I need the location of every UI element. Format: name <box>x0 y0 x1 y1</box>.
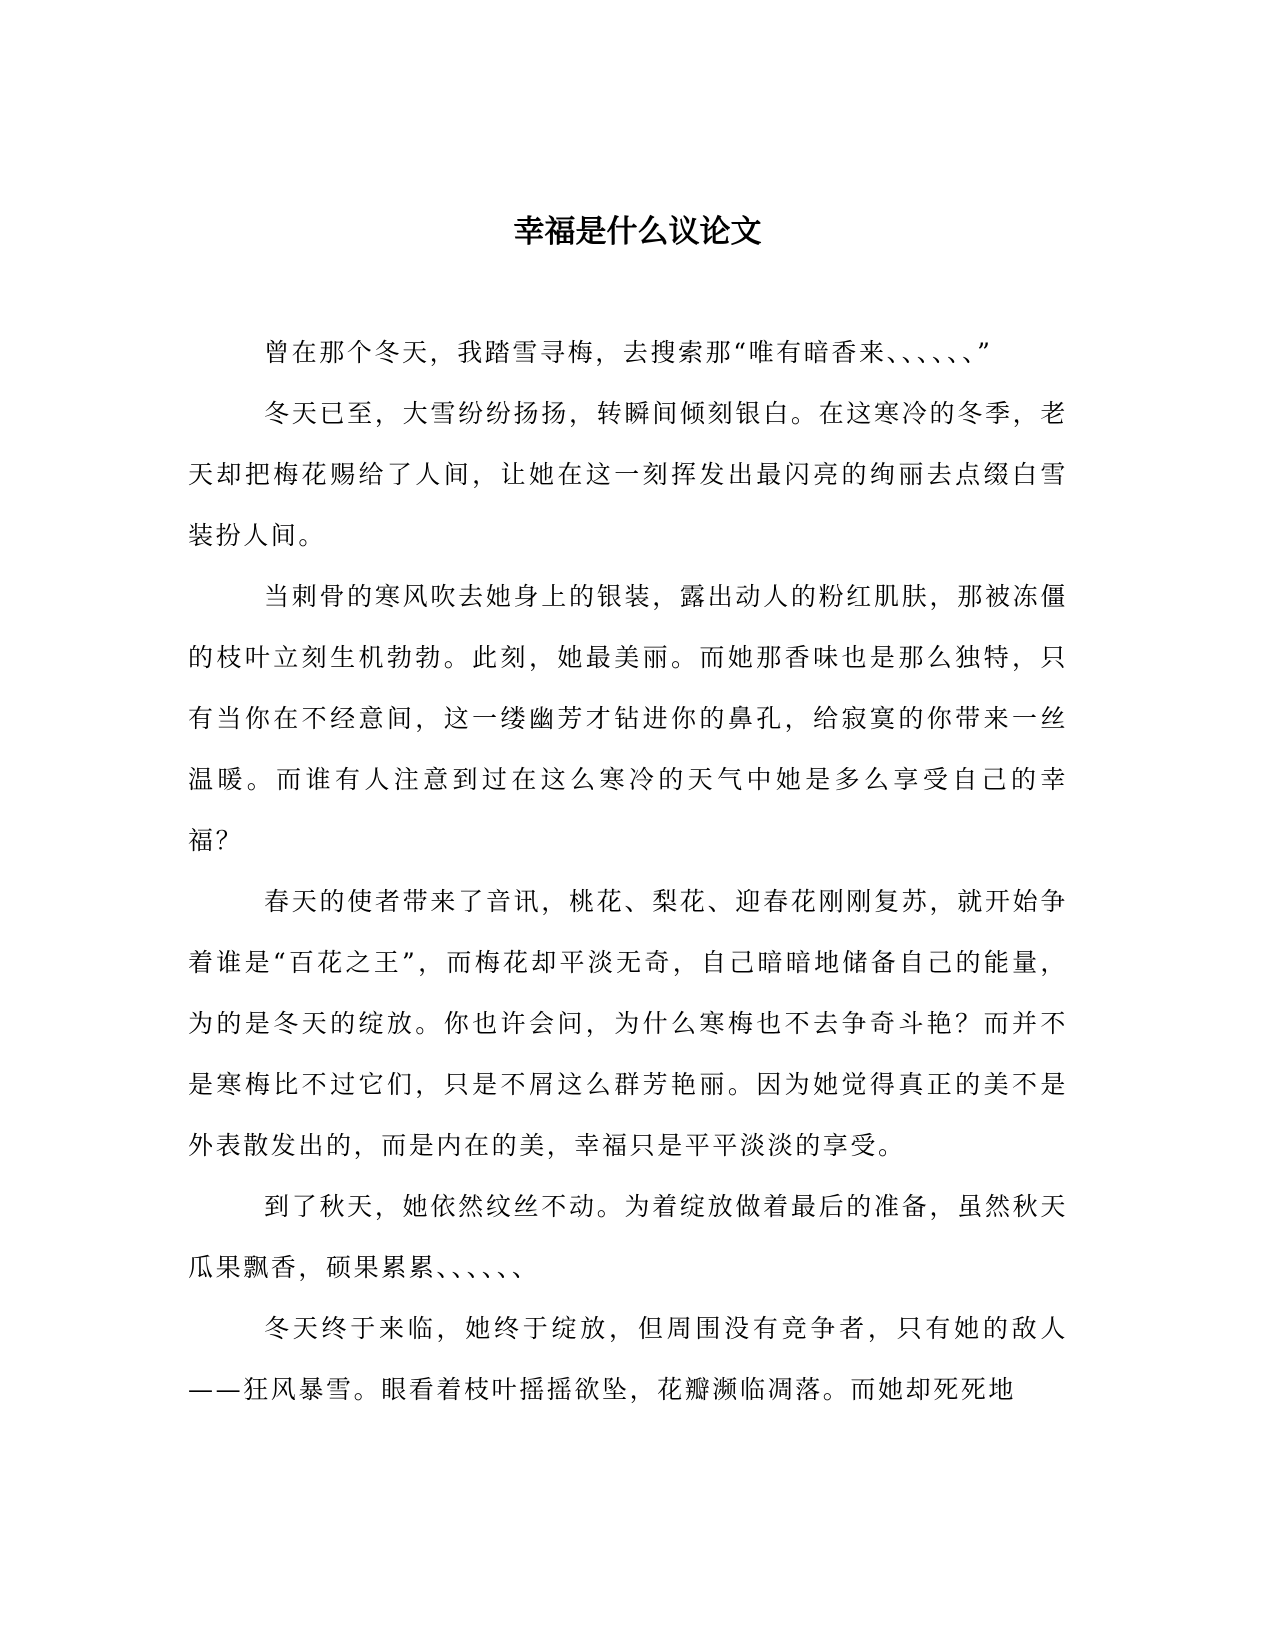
paragraph: 冬天终于来临，她终于绽放，但周围没有竞争者，只有她的敌人——狂风暴雪。眼看着枝叶摇摇欲坠，花瓣濒临凋落。而她却死死地 <box>188 1314 1068 1404</box>
paragraph: 春天的使者带来了音讯，桃花、梨花、迎春花刚刚复苏，就开始争着谁是“百花之王”，而梅花却平淡无奇，自己暗暗地储备自己的能量，为的是冬天的绽放。你也许会问，为什么寒梅也不去争奇斗艳？而并不是寒梅比不过它们，只是不屑这么群芳艳丽。因为她觉得真正的美不是外表散发出的，而是内在的美，幸福只是平平淡淡的享受。 <box>188 887 1068 1160</box>
document-title: 幸福是什么议论文 <box>513 214 762 250</box>
paragraph: 当刺骨的寒风吹去她身上的银装，露出动人的粉红肌肤，那被冻僵的枝叶立刻生机勃勃。此刻，她最美丽。而她那香味也是那么独特，只有当你在不经意间，这一缕幽芳才钻进你的鼻孔，给寂寞的你带来一丝温暖。而谁有人注意到过在这么寒冷的天气中她是多么享受自己的幸福？ <box>188 582 1068 855</box>
paragraph: 曾在那个冬天，我踏雪寻梅，去搜索那“唯有暗香来、、、、、、” <box>264 338 993 367</box>
paragraph: 到了秋天，她依然纹丝不动。为着绽放做着最后的准备，虽然秋天瓜果飘香，硕果累累、、、、、、 <box>188 1192 1068 1282</box>
document-body <box>188 322 1068 1420</box>
paragraph: 冬天已至，大雪纷纷扬扬，转瞬间倾刻银白。在这寒冷的冬季，老天却把梅花赐给了人间，让她在这一刻挥发出最闪亮的绚丽去点缀白雪装扮人间。 <box>188 399 1068 550</box>
